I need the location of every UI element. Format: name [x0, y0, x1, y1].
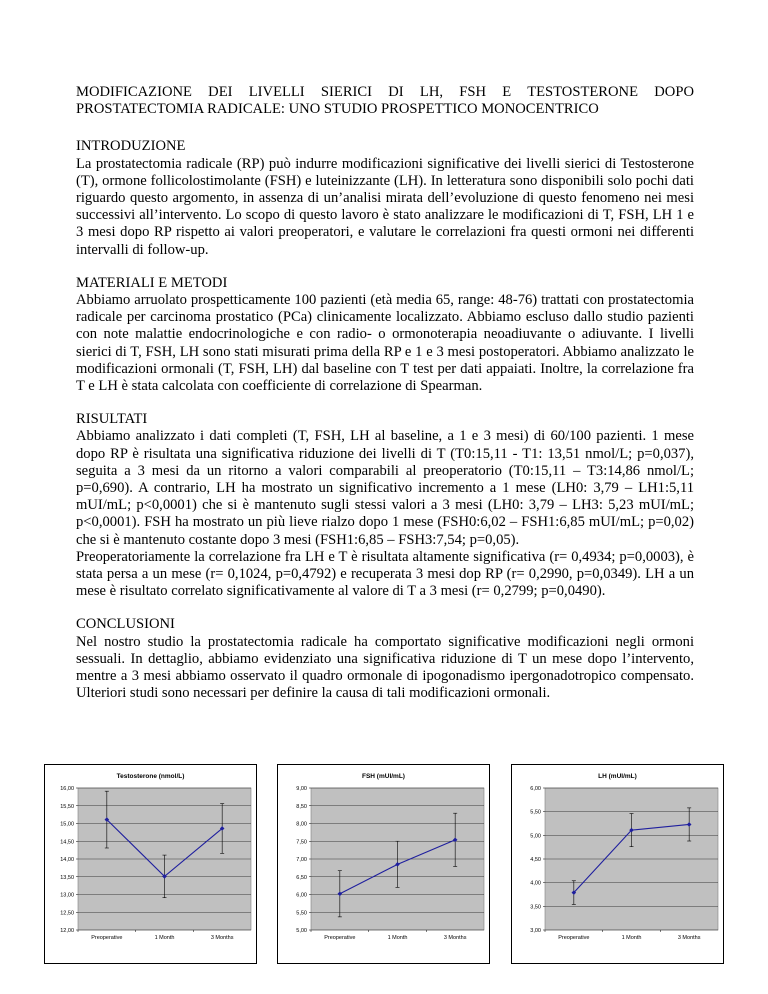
y-tick-label: 7,00: [296, 857, 307, 863]
y-tick-label: 12,00: [60, 928, 74, 934]
section-paragraph: Preoperatoriamente la correlazione fra LH e T è risultata altamente significativa (r= 0,4934; p=0,0003), è stata persa a un mese (r= 0,1024, p=0,4792) e recuperata 3 mesi dop RP (r= 0,2990, p=0,0349). LH a un mese è risultato correlato significativamente al valore di T a 3 mesi (r= 0,2799; p=0,0490).: [76, 548, 694, 600]
y-tick-label: 4,50: [530, 857, 541, 863]
section-heading: MATERIALI E METODI: [76, 274, 228, 291]
section-risultati: [76, 411, 694, 600]
y-tick-label: 13,50: [60, 874, 74, 881]
x-tick-label: Preoperative: [91, 935, 123, 941]
section-conclusioni: [76, 616, 694, 702]
lh-chart: [511, 764, 724, 964]
y-tick-label: 15,50: [60, 803, 74, 810]
y-tick-label: 12,50: [60, 910, 74, 917]
chart-title: Testosterone (nmol/L): [116, 773, 185, 780]
fsh-chart-svg: [277, 764, 490, 964]
y-tick-label: 14,00: [60, 857, 74, 863]
y-tick-label: 5,00: [530, 833, 541, 840]
section-paragraph: Nel nostro studio la prostatectomia radicale ha comportato significative modificazioni negli ormoni sessuali. In dettaglio, abbiamo evidenziato una significativa riduzione di T un mese dopo l’intervento, mentre a 3 mesi abbiamo osservato il quadro ormonale di ipogonadismo ipergonadotropico compensato. Ulteriori studi sono necessari per definire la causa di tali modificazioni ormonali.: [76, 633, 694, 702]
x-tick-label: Preoperative: [324, 935, 356, 941]
y-tick-label: 9,00: [296, 786, 307, 792]
y-tick-label: 3,50: [530, 904, 541, 911]
y-tick-label: 5,00: [296, 928, 307, 934]
section-paragraph: La prostatectomia radicale (RP) può indurre modificazioni significative dei livelli sierici di Testosterone (T), ormone follicolostimolante (FSH) e luteinizzante (LH). In letteratura sono disponibili solo pochi dati riguardo questo argomento, in assenza di un’analisi mirata dell’evoluzione di questo fenomeno nei mesi successivi all’intervento. Lo scopo di questo lavoro è stato analizzare le modificazioni di T, FSH, LH 1 e 3 mesi dopo RP rispetto ai valori preoperatori, e valutare le correlazioni fra questi ormoni nei differenti intervalli di follow-up.: [76, 155, 694, 258]
section-paragraph: Abbiamo arruolato prospetticamente 100 pazienti (età media 65, range: 48-76) trattati con prostatectomia radicale per carcinoma prostatico (PCa) clinicamente localizzato. Abbiamo escluso dallo studio pazienti con note malattie endocrinologiche e con radio- o ormonoterapia neoadiuvante o adiuvante. I livelli sierici di T, FSH, LH sono stati misurati prima della RP e 1 e 3 mesi postoperatori. Abbiamo analizzato le modificazioni ormonali (T, FSH, LH) dal baseline con T test per dati appaiati. Inoltre, la correlazione fra T e LH è stata calcolata con coefficiente di correlazione di Spearman.: [76, 292, 694, 395]
y-tick-label: 8,00: [296, 821, 307, 828]
section-materiali-metodi: [76, 275, 694, 395]
y-tick-label: 6,50: [296, 874, 307, 881]
testosterone-chart-svg: [44, 764, 257, 964]
y-tick-label: 3,00: [530, 928, 541, 934]
x-tick-label: 1 Month: [154, 935, 175, 941]
y-tick-label: 6,00: [296, 892, 307, 899]
y-tick-label: 4,00: [530, 880, 541, 887]
fsh-chart: [277, 764, 490, 964]
section-paragraph: Abbiamo analizzato i dati completi (T, FSH, LH al baseline, a 1 e 3 mesi) di 60/100 pazienti. 1 mese dopo RP è risultata una significativa riduzione dei livelli di T (T0:15,11 - T1: 13,51 nmol/L; p=0,037), seguita a 3 mesi da un ritorno a valori comparabili al preoperatorio (T0:15,11 – T3:14,86 nmol/L; p=0,690). A contrario, LH ha mostrato un significativo incremento a 1 mese (LH0: 3,79 – LH1:5,11 mUI/mL; p<0,0001) che si è mantenuto sugli stessi valori a 3 mesi (LH0: 3,79 – LH3: 5,23 mUI/mL; p<0,0001). FSH ha mostrato un più lieve rialzo dopo 1 mese (FSH0:6,02 – FSH1:6,85 mUI/mL; p=0,02) che si è mantenuto costante dopo 3 mesi (FSH1:6,85 – FSH3:7,54; p=0,05).: [76, 428, 694, 548]
chart-title: FSH (mUI/mL): [362, 773, 405, 780]
x-tick-label: 3 Months: [210, 935, 234, 941]
x-tick-label: 1 Month: [621, 935, 642, 941]
y-tick-label: 15,00: [60, 821, 74, 828]
x-tick-label: 3 Months: [443, 935, 467, 941]
y-tick-label: 6,00: [530, 786, 541, 792]
x-tick-label: Preoperative: [558, 935, 590, 941]
section-heading: RISULTATI: [76, 411, 148, 428]
charts-row: [0, 764, 768, 994]
y-tick-label: 5,50: [296, 910, 307, 917]
y-tick-label: 5,50: [530, 809, 541, 816]
y-tick-label: 7,50: [296, 839, 307, 846]
x-tick-label: 1 Month: [387, 935, 408, 941]
x-tick-label: 3 Months: [677, 935, 701, 941]
y-tick-label: 8,50: [296, 803, 307, 810]
lh-chart-svg: [511, 764, 724, 964]
document-title: MODIFICAZIONE DEI LIVELLI SIERICI DI LH, FSH E TESTOSTERONE DOPO PROSTATECTOMIA RADICALE: UNO STUDIO PROSPETTICO MONOCENTRICO: [76, 84, 694, 118]
document-body: [76, 84, 694, 719]
testosterone-chart: [44, 764, 257, 964]
y-tick-label: 16,00: [60, 786, 74, 792]
y-tick-label: 13,00: [60, 892, 74, 899]
section-heading: INTRODUZIONE: [76, 138, 186, 155]
section-introduzione: [76, 138, 694, 258]
y-tick-label: 14,50: [60, 839, 74, 846]
section-heading: CONCLUSIONI: [76, 616, 175, 633]
chart-title: LH (mUI/mL): [598, 773, 637, 780]
